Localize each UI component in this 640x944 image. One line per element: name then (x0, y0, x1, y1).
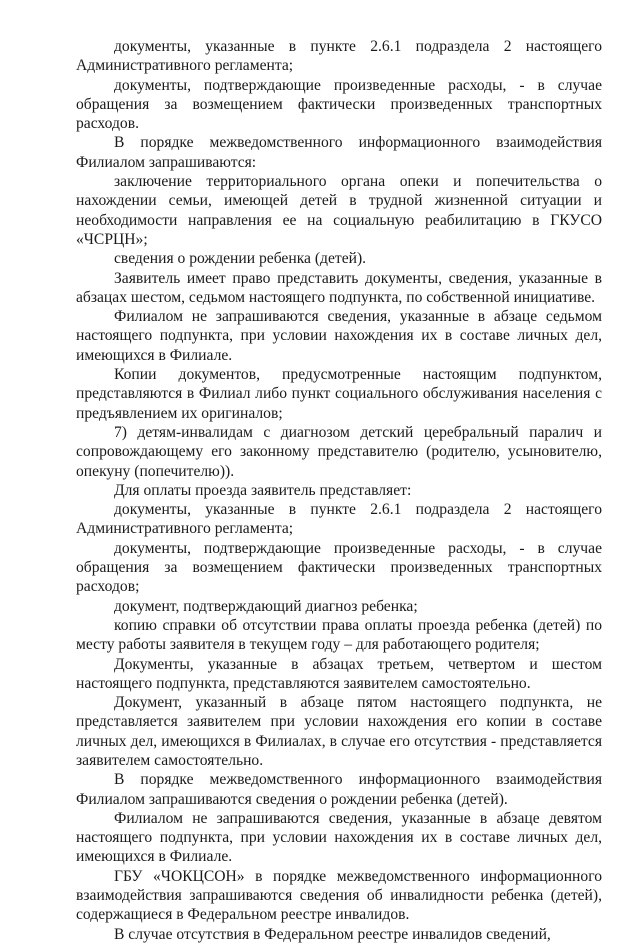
paragraph: В порядке межведомственного информационного взаимодействия Филиалом запрашиваются сведения о рождении ребенка (детей). (76, 771, 602, 808)
paragraph: сведения о рождении ребенка (детей). (114, 250, 367, 268)
document-page (76, 37, 602, 944)
paragraph: Филиалом не запрашиваются сведения, указанные в абзаце седьмом настоящего подпункта, при условии нахождения их в составе личных дел, имеющихся в Филиале. (76, 308, 602, 364)
paragraph: Документ, указанный в абзаце пятом настоящего подпункта, не представляется заявителем при условии нахождения его копии в составе личных дел, имеющихся в Филиалах, в случае его отсутствия - представляется заявителем самостоятельно. (76, 694, 602, 769)
paragraph: Заявитель имеет право представить документы, сведения, указанные в абзацах шестом, седьмом настоящего подпункта, по собственной инициативе. (76, 269, 602, 306)
paragraph: 7) детям-инвалидам с диагнозом детский церебральный паралич и сопровождающему его законному представителю (родителю, усыновителю, опекуну (попечителю)). (76, 423, 602, 480)
paragraph: В случае отсутствия в Федеральном реестре инвалидов сведений, (114, 925, 551, 943)
paragraph: заключение территориального органа опеки и попечительства о нахождении семьи, имеющей детей в трудной жизненной ситуации и необходимости направления ее на социальную реабилитацию в ГКУСО «ЧСРЦН»; (76, 173, 602, 248)
paragraph: В порядке межведомственного информационного взаимодействия Филиалом запрашиваются: (76, 134, 602, 171)
paragraph: Копии документов, предусмотренные настоящим подпунктом, представляются в Филиал либо пункт социального обслуживания населения с предъявлением их оригиналов; (76, 366, 602, 422)
paragraph: документы, подтверждающие произведенные расходы, - в случае обращения за возмещением фактически произведенных транспортных расходов; (76, 539, 602, 596)
paragraph: Документы, указанные в абзацах третьем, четвертом и шестом настоящего подпункта, представляются заявителем самостоятельно. (76, 655, 602, 692)
paragraph: копию справки об отсутствии права оплаты проезда ребенка (детей) по месту работы заявителя в текущем году – для работающего родителя; (76, 616, 602, 654)
paragraph: ГБУ «ЧОКЦСОН» в порядке межведомственного информационного взаимодействия запрашиваются сведения об инвалидности ребенка (детей), содержащиеся в Федеральном реестре инвалидов. (76, 867, 602, 924)
paragraph: документ, подтверждающий диагноз ребенка; (114, 597, 418, 615)
paragraph: Для оплаты проезда заявитель представляет: (114, 481, 412, 499)
paragraph: документы, подтверждающие произведенные расходы, - в случае обращения за возмещением фактически произведенных транспортных расходов. (76, 76, 602, 133)
paragraph: документы, указанные в пункте 2.6.1 подраздела 2 настоящего Административного регламента; (76, 501, 602, 538)
paragraph: Филиалом не запрашиваются сведения, указанные в абзаце девятом настоящего подпункта, при условии нахождения их в составе личных дел, имеющихся в Филиале. (76, 809, 602, 866)
paragraph: документы, указанные в пункте 2.6.1 подраздела 2 настоящего Административного регламента; (76, 38, 602, 75)
